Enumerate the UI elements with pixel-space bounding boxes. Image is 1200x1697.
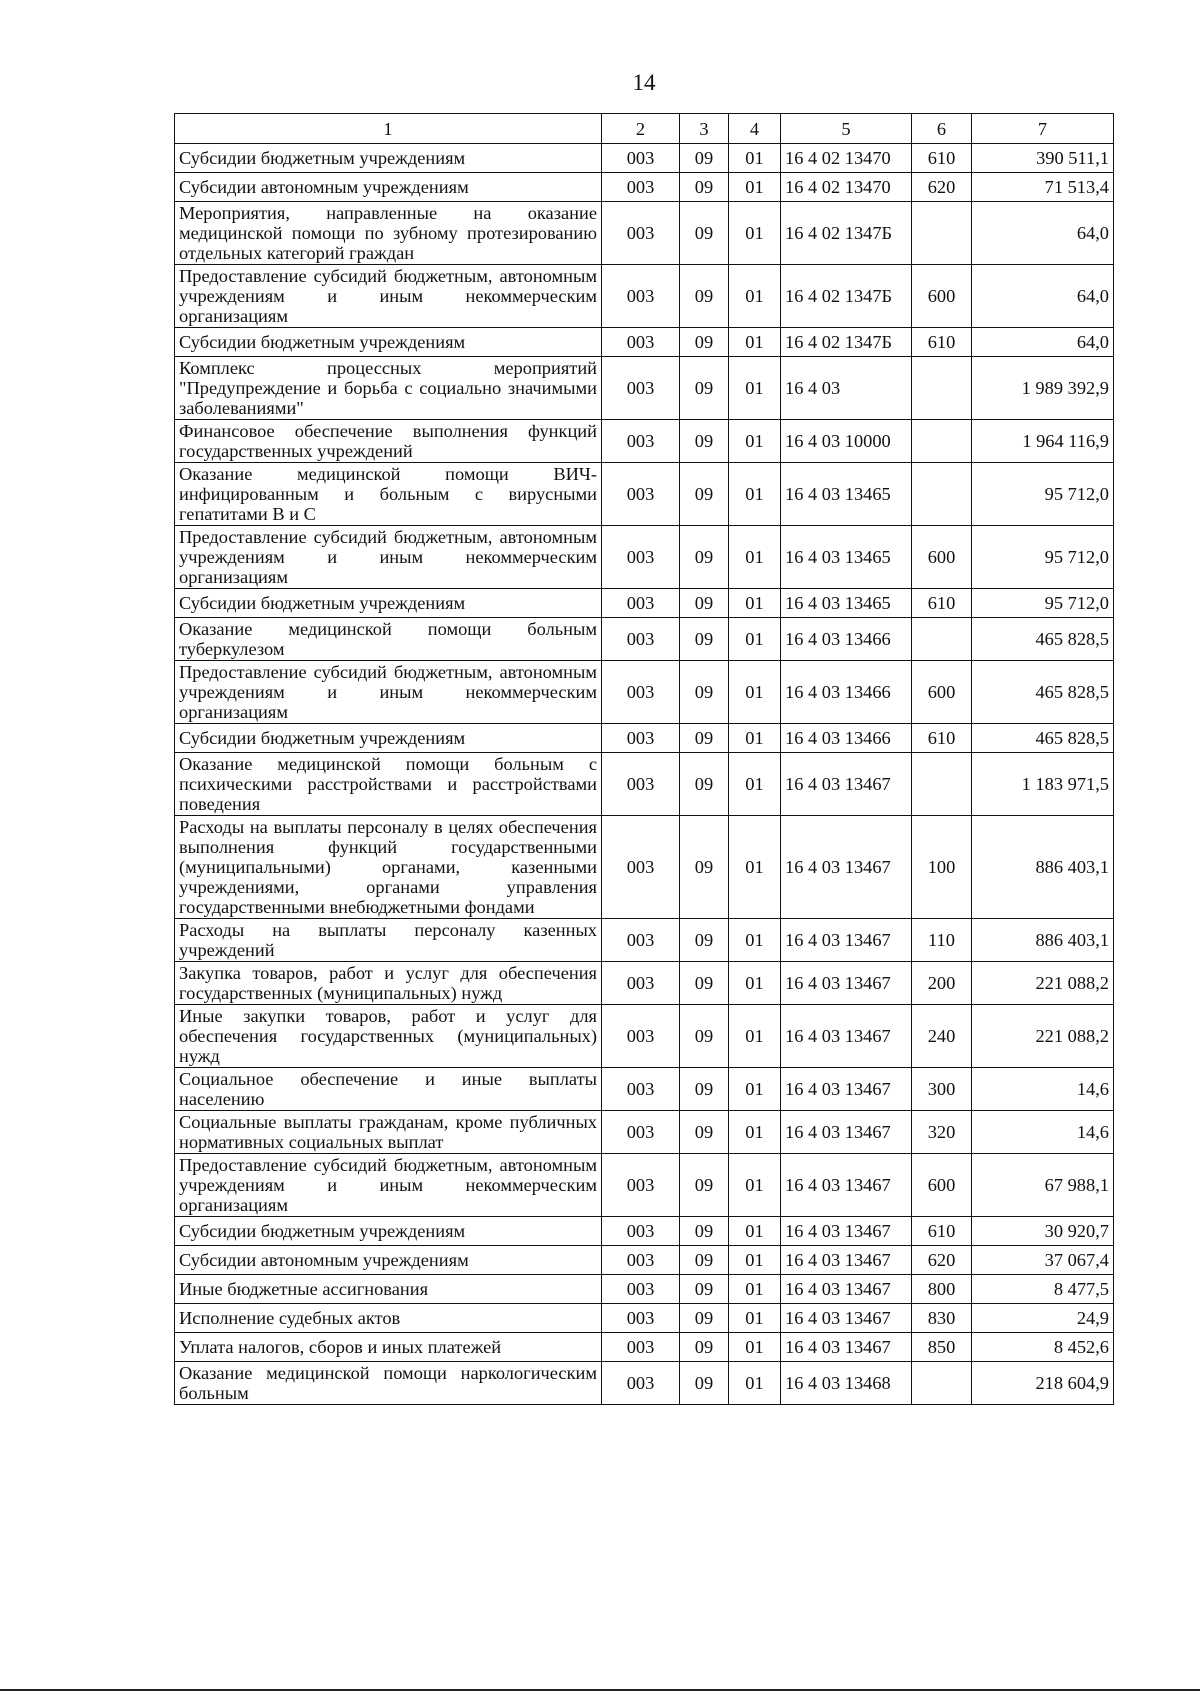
cell-expense-type: 240 [912,1005,972,1068]
cell-ministry-code: 003 [602,328,680,357]
cell-section-code: 09 [680,1111,729,1154]
cell-expense-type: 620 [912,1246,972,1275]
cell-expense-type [912,420,972,463]
table-row [175,753,1114,816]
cell-target-code: 16 4 02 1347Б [781,265,912,328]
cell-ministry-code: 003 [602,618,680,661]
cell-subsection-code: 01 [729,919,781,962]
cell-subsection-code: 01 [729,1154,781,1217]
cell-target-code: 16 4 03 13467 [781,1275,912,1304]
cell-name: Субсидии бюджетным учреждениям [175,328,602,357]
cell-subsection-code: 01 [729,724,781,753]
cell-section-code: 09 [680,1246,729,1275]
cell-subsection-code: 01 [729,420,781,463]
cell-name: Уплата налогов, сборов и иных платежей [175,1333,602,1362]
cell-target-code: 16 4 03 13466 [781,724,912,753]
cell-ministry-code: 003 [602,1068,680,1111]
cell-name: Исполнение судебных актов [175,1304,602,1333]
cell-ministry-code: 003 [602,661,680,724]
cell-target-code: 16 4 03 10000 [781,420,912,463]
cell-target-code: 16 4 03 13466 [781,618,912,661]
table-row [175,1154,1114,1217]
cell-expense-type: 600 [912,1154,972,1217]
cell-target-code: 16 4 03 13465 [781,463,912,526]
cell-target-code: 16 4 02 13470 [781,173,912,202]
cell-ministry-code: 003 [602,1005,680,1068]
table-row [175,962,1114,1005]
table-row [175,328,1114,357]
cell-section-code: 09 [680,1068,729,1111]
cell-target-code: 16 4 03 13467 [781,919,912,962]
cell-expense-type [912,1362,972,1405]
cell-target-code: 16 4 03 13466 [781,661,912,724]
cell-name: Социальные выплаты гражданам, кроме публичных нормативных социальных выплат [175,1111,602,1154]
cell-amount: 886 403,1 [972,816,1114,919]
cell-section-code: 09 [680,265,729,328]
cell-target-code: 16 4 03 13467 [781,1246,912,1275]
cell-name: Предоставление субсидий бюджетным, автономным учреждениям и иным некоммерческим организациям [175,1154,602,1217]
cell-name: Субсидии бюджетным учреждениям [175,1217,602,1246]
cell-expense-type [912,463,972,526]
cell-section-code: 09 [680,526,729,589]
cell-name: Иные бюджетные ассигнования [175,1275,602,1304]
cell-subsection-code: 01 [729,328,781,357]
cell-target-code: 16 4 03 13467 [781,1304,912,1333]
table-header [175,114,1114,144]
table-row [175,526,1114,589]
cell-target-code: 16 4 03 13467 [781,1154,912,1217]
cell-amount: 1 183 971,5 [972,753,1114,816]
cell-amount: 64,0 [972,328,1114,357]
cell-ministry-code: 003 [602,357,680,420]
cell-ministry-code: 003 [602,526,680,589]
cell-amount: 390 511,1 [972,144,1114,173]
table-row [175,1246,1114,1275]
cell-subsection-code: 01 [729,816,781,919]
table-row [175,1275,1114,1304]
cell-expense-type: 600 [912,661,972,724]
cell-expense-type [912,753,972,816]
cell-subsection-code: 01 [729,962,781,1005]
cell-amount: 1 964 116,9 [972,420,1114,463]
cell-subsection-code: 01 [729,1217,781,1246]
cell-section-code: 09 [680,202,729,265]
cell-expense-type: 600 [912,526,972,589]
cell-subsection-code: 01 [729,618,781,661]
cell-section-code: 09 [680,328,729,357]
cell-ministry-code: 003 [602,816,680,919]
cell-amount: 30 920,7 [972,1217,1114,1246]
cell-section-code: 09 [680,420,729,463]
cell-target-code: 16 4 03 [781,357,912,420]
header-col-1: 1 [175,114,602,144]
cell-target-code: 16 4 03 13467 [781,1217,912,1246]
cell-section-code: 09 [680,661,729,724]
cell-ministry-code: 003 [602,1111,680,1154]
cell-expense-type: 320 [912,1111,972,1154]
cell-subsection-code: 01 [729,526,781,589]
table-row [175,1304,1114,1333]
cell-expense-type: 800 [912,1275,972,1304]
cell-section-code: 09 [680,919,729,962]
cell-name: Оказание медицинской помощи наркологическим больным [175,1362,602,1405]
cell-section-code: 09 [680,1154,729,1217]
cell-target-code: 16 4 02 13470 [781,144,912,173]
cell-amount: 218 604,9 [972,1362,1114,1405]
header-col-2: 2 [602,114,680,144]
cell-ministry-code: 003 [602,1275,680,1304]
cell-ministry-code: 003 [602,420,680,463]
cell-subsection-code: 01 [729,1246,781,1275]
cell-amount: 37 067,4 [972,1246,1114,1275]
cell-target-code: 16 4 03 13467 [781,1111,912,1154]
cell-expense-type: 610 [912,589,972,618]
cell-ministry-code: 003 [602,753,680,816]
cell-expense-type: 300 [912,1068,972,1111]
cell-name: Иные закупки товаров, работ и услуг для обеспечения государственных (муниципальных) нужд [175,1005,602,1068]
cell-ministry-code: 003 [602,724,680,753]
cell-name: Социальное обеспечение и иные выплаты населению [175,1068,602,1111]
cell-name: Субсидии бюджетным учреждениям [175,144,602,173]
cell-section-code: 09 [680,724,729,753]
cell-ministry-code: 003 [602,1217,680,1246]
cell-amount: 465 828,5 [972,618,1114,661]
cell-name: Финансовое обеспечение выполнения функций государственных учреждений [175,420,602,463]
cell-expense-type: 620 [912,173,972,202]
cell-target-code: 16 4 03 13467 [781,753,912,816]
cell-ministry-code: 003 [602,144,680,173]
budget-table [174,113,1114,1405]
cell-name: Мероприятия, направленные на оказание медицинской помощи по зубному протезированию отдельных категорий граждан [175,202,602,265]
cell-name: Расходы на выплаты персоналу казенных учреждений [175,919,602,962]
cell-section-code: 09 [680,1275,729,1304]
cell-ministry-code: 003 [602,919,680,962]
cell-subsection-code: 01 [729,144,781,173]
cell-amount: 886 403,1 [972,919,1114,962]
cell-amount: 221 088,2 [972,1005,1114,1068]
cell-amount: 95 712,0 [972,589,1114,618]
table-row [175,1068,1114,1111]
cell-subsection-code: 01 [729,589,781,618]
header-row [175,114,1114,144]
table-row [175,202,1114,265]
cell-subsection-code: 01 [729,1362,781,1405]
cell-expense-type: 100 [912,816,972,919]
cell-section-code: 09 [680,463,729,526]
cell-section-code: 09 [680,1304,729,1333]
cell-amount: 24,9 [972,1304,1114,1333]
cell-name: Комплекс процессных мероприятий "Предупреждение и борьба с социально значимыми заболеваниями" [175,357,602,420]
cell-ministry-code: 003 [602,1246,680,1275]
header-col-7: 7 [972,114,1114,144]
cell-section-code: 09 [680,618,729,661]
cell-name: Оказание медицинской помощи больным с психическими расстройствами и расстройствами поведения [175,753,602,816]
cell-subsection-code: 01 [729,1005,781,1068]
cell-target-code: 16 4 03 13465 [781,589,912,618]
cell-subsection-code: 01 [729,1304,781,1333]
table-row [175,618,1114,661]
cell-target-code: 16 4 03 13467 [781,1333,912,1362]
cell-target-code: 16 4 03 13467 [781,1005,912,1068]
cell-subsection-code: 01 [729,1111,781,1154]
cell-ministry-code: 003 [602,1362,680,1405]
table-row [175,724,1114,753]
table-row [175,144,1114,173]
cell-ministry-code: 003 [602,589,680,618]
table-row [175,357,1114,420]
cell-ministry-code: 003 [602,962,680,1005]
cell-section-code: 09 [680,589,729,618]
cell-amount: 8 452,6 [972,1333,1114,1362]
cell-ministry-code: 003 [602,1304,680,1333]
cell-section-code: 09 [680,1005,729,1068]
cell-name: Оказание медицинской помощи больным туберкулезом [175,618,602,661]
cell-expense-type [912,357,972,420]
table-row [175,173,1114,202]
cell-subsection-code: 01 [729,1333,781,1362]
cell-target-code: 16 4 03 13467 [781,962,912,1005]
cell-ministry-code: 003 [602,463,680,526]
table-row [175,420,1114,463]
cell-subsection-code: 01 [729,753,781,816]
table-row [175,463,1114,526]
cell-amount: 14,6 [972,1068,1114,1111]
cell-subsection-code: 01 [729,661,781,724]
cell-amount: 67 988,1 [972,1154,1114,1217]
cell-ministry-code: 003 [602,265,680,328]
cell-target-code: 16 4 03 13465 [781,526,912,589]
page-number: 14 [632,70,656,95]
cell-expense-type: 610 [912,328,972,357]
table-row [175,1111,1114,1154]
cell-name: Предоставление субсидий бюджетным, автономным учреждениям и иным некоммерческим организациям [175,661,602,724]
cell-section-code: 09 [680,144,729,173]
cell-expense-type: 610 [912,144,972,173]
table-row [175,1217,1114,1246]
header-col-6: 6 [912,114,972,144]
cell-ministry-code: 003 [602,1154,680,1217]
cell-expense-type: 610 [912,1217,972,1246]
table-row [175,816,1114,919]
header-col-4: 4 [729,114,781,144]
cell-name: Субсидии автономным учреждениям [175,1246,602,1275]
table-row [175,589,1114,618]
cell-target-code: 16 4 03 13468 [781,1362,912,1405]
cell-section-code: 09 [680,962,729,1005]
cell-subsection-code: 01 [729,463,781,526]
table-row [175,1362,1114,1405]
cell-target-code: 16 4 02 1347Б [781,202,912,265]
cell-section-code: 09 [680,816,729,919]
cell-subsection-code: 01 [729,1275,781,1304]
cell-ministry-code: 003 [602,1333,680,1362]
table-body [175,144,1114,1405]
cell-subsection-code: 01 [729,265,781,328]
cell-amount: 8 477,5 [972,1275,1114,1304]
cell-section-code: 09 [680,753,729,816]
cell-ministry-code: 003 [602,173,680,202]
cell-target-code: 16 4 03 13467 [781,1068,912,1111]
cell-subsection-code: 01 [729,357,781,420]
cell-expense-type [912,618,972,661]
cell-name: Субсидии бюджетным учреждениям [175,589,602,618]
cell-subsection-code: 01 [729,202,781,265]
cell-amount: 64,0 [972,202,1114,265]
cell-name: Расходы на выплаты персоналу в целях обеспечения выполнения функций государственными (муниципальными) органами, казенными учреждениями, органами управления государственными внебюджетными фондами [175,816,602,919]
cell-amount: 95 712,0 [972,463,1114,526]
cell-section-code: 09 [680,1362,729,1405]
cell-subsection-code: 01 [729,1068,781,1111]
cell-expense-type: 200 [912,962,972,1005]
cell-expense-type: 110 [912,919,972,962]
header-col-3: 3 [680,114,729,144]
cell-section-code: 09 [680,357,729,420]
table-row [175,1333,1114,1362]
cell-name: Субсидии бюджетным учреждениям [175,724,602,753]
cell-name: Предоставление субсидий бюджетным, автономным учреждениям и иным некоммерческим организациям [175,265,602,328]
cell-amount: 95 712,0 [972,526,1114,589]
cell-section-code: 09 [680,1333,729,1362]
cell-expense-type: 830 [912,1304,972,1333]
cell-name: Субсидии автономным учреждениям [175,173,602,202]
cell-amount: 14,6 [972,1111,1114,1154]
cell-subsection-code: 01 [729,173,781,202]
cell-target-code: 16 4 02 1347Б [781,328,912,357]
table-row [175,919,1114,962]
cell-ministry-code: 003 [602,202,680,265]
cell-expense-type: 610 [912,724,972,753]
header-col-5: 5 [781,114,912,144]
cell-expense-type: 850 [912,1333,972,1362]
cell-section-code: 09 [680,173,729,202]
cell-name: Предоставление субсидий бюджетным, автономным учреждениям и иным некоммерческим организациям [175,526,602,589]
cell-amount: 64,0 [972,265,1114,328]
cell-name: Оказание медицинской помощи ВИЧ-инфицированным и больным с вирусными гепатитами В и С [175,463,602,526]
table-row [175,1005,1114,1068]
cell-amount: 221 088,2 [972,962,1114,1005]
table-row [175,265,1114,328]
cell-expense-type [912,202,972,265]
cell-amount: 465 828,5 [972,724,1114,753]
table-row [175,661,1114,724]
cell-amount: 71 513,4 [972,173,1114,202]
cell-amount: 465 828,5 [972,661,1114,724]
scan-edge-line [0,1689,1200,1691]
cell-amount: 1 989 392,9 [972,357,1114,420]
cell-name: Закупка товаров, работ и услуг для обеспечения государственных (муниципальных) нужд [175,962,602,1005]
cell-section-code: 09 [680,1217,729,1246]
cell-expense-type: 600 [912,265,972,328]
cell-target-code: 16 4 03 13467 [781,816,912,919]
